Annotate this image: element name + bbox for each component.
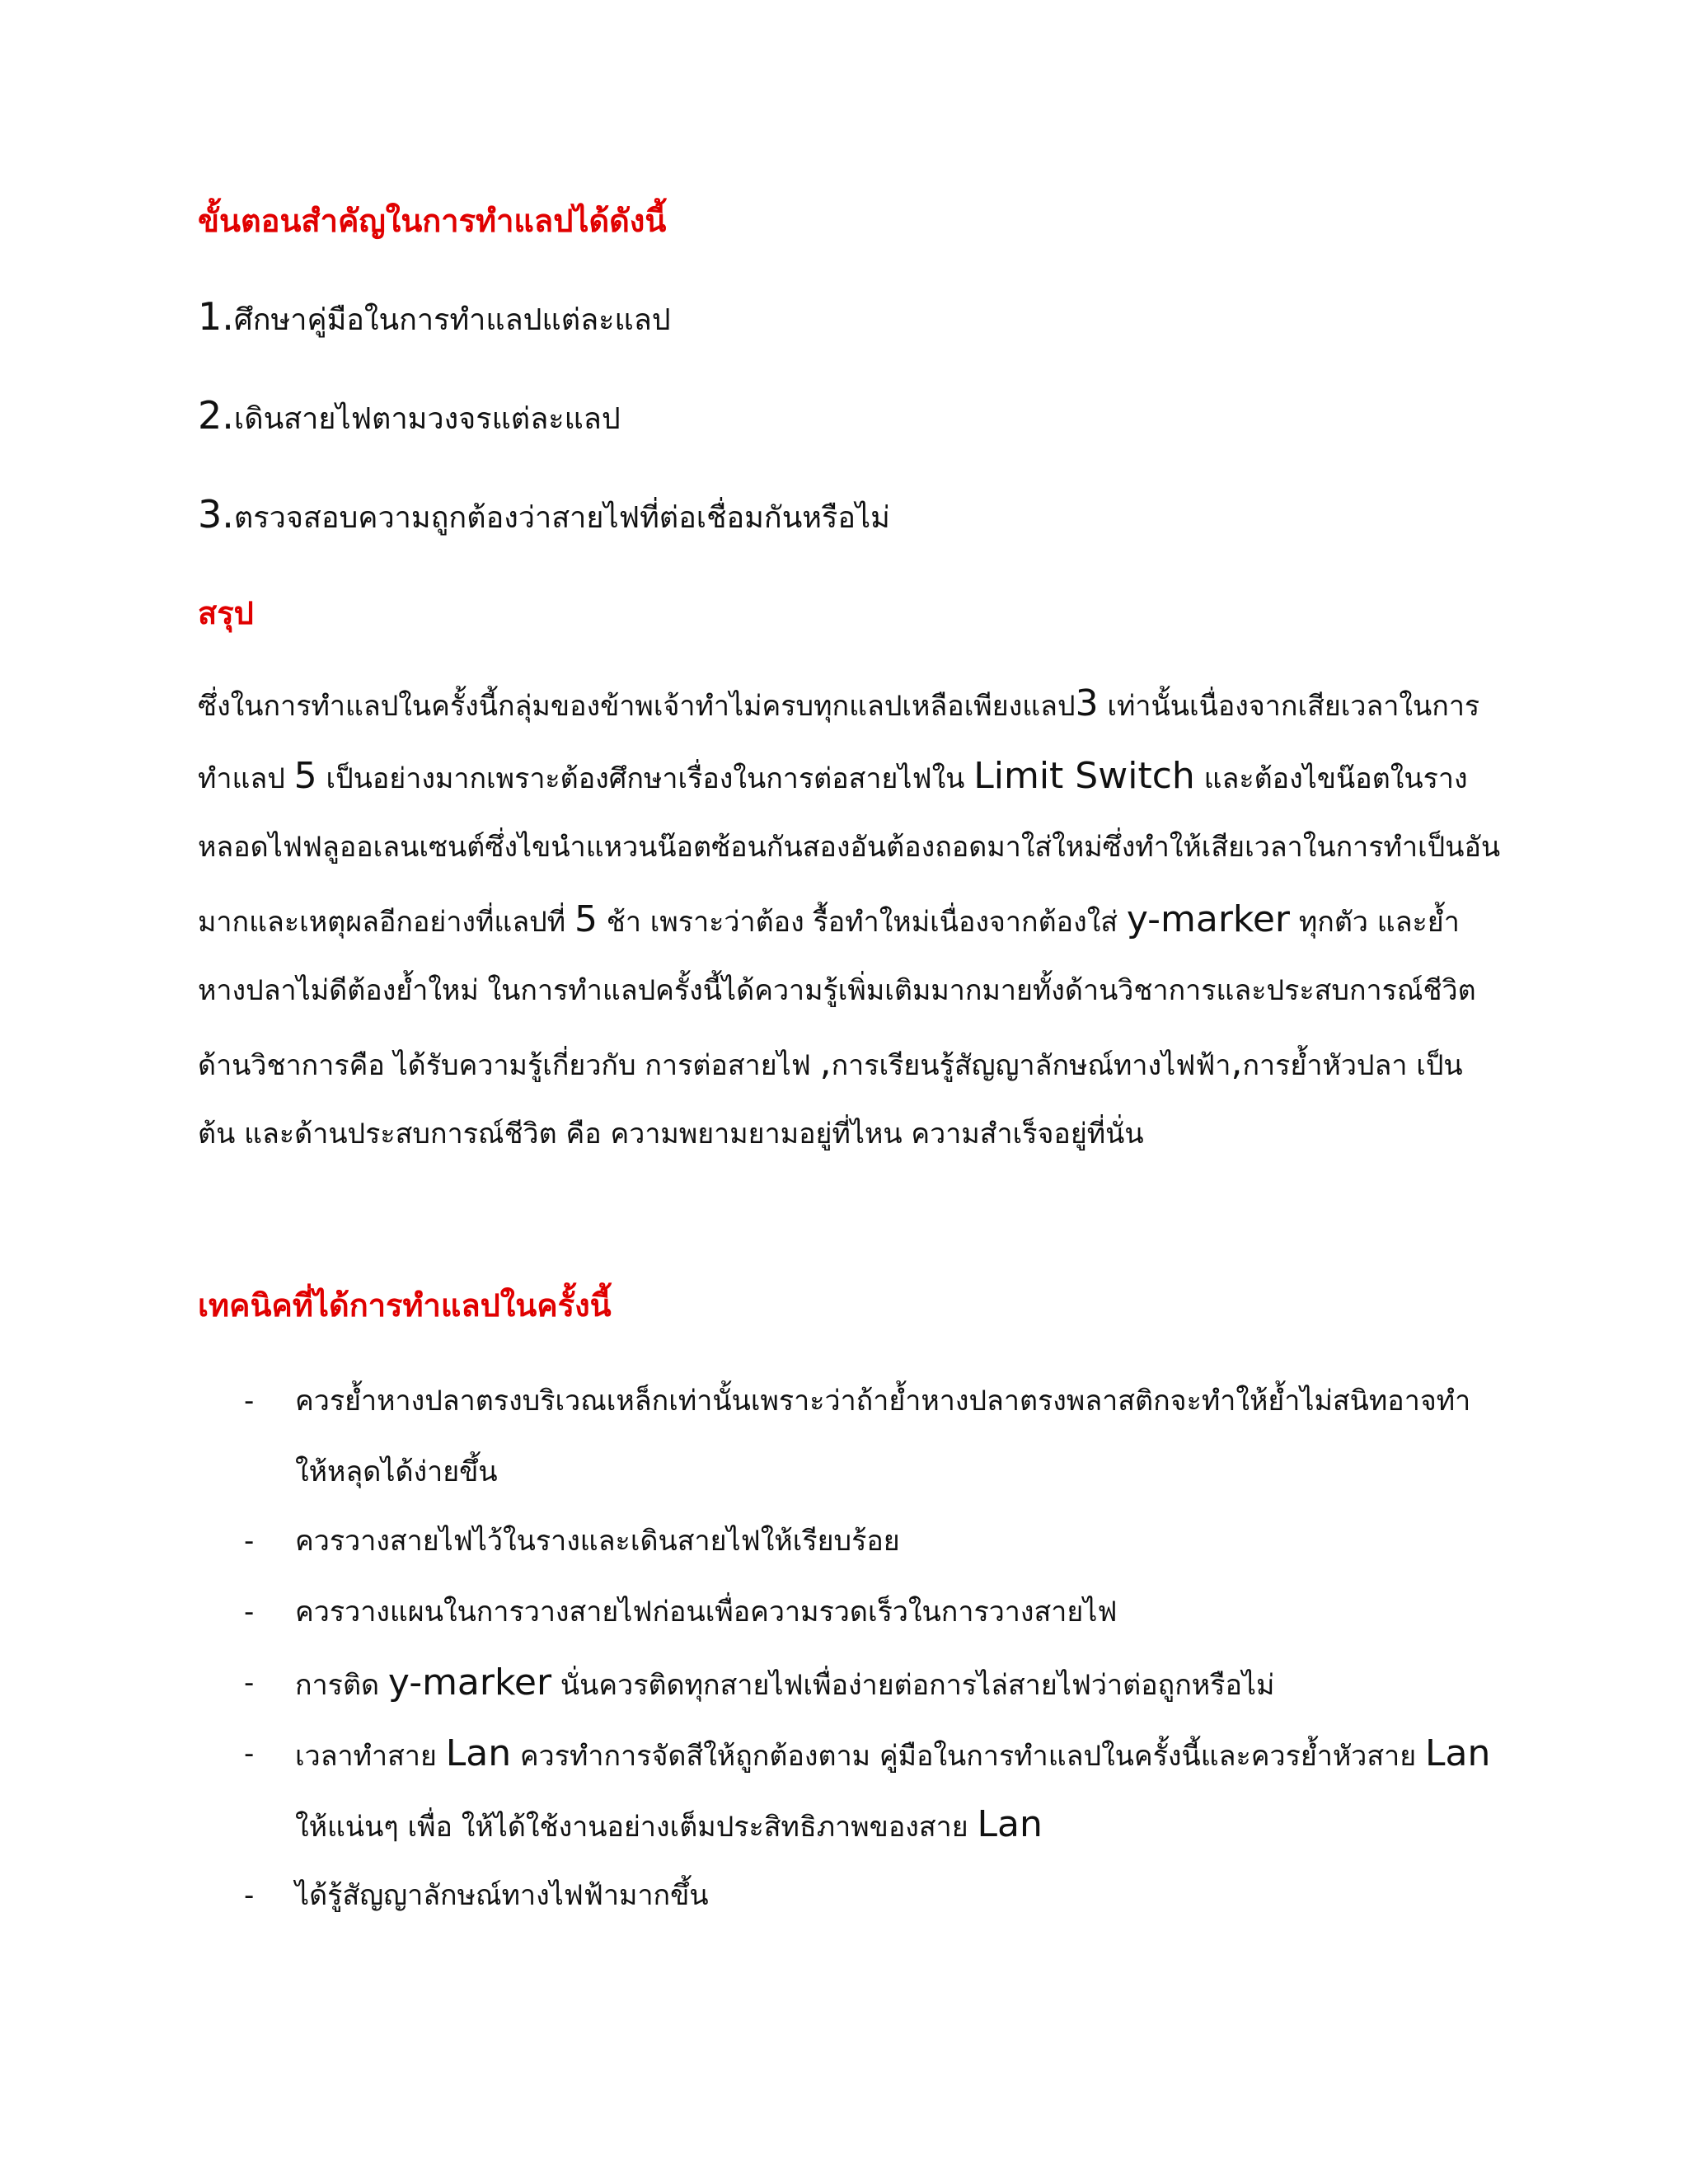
number-run: 3: [1075, 682, 1099, 724]
bullet-dash: -: [244, 1737, 255, 1770]
english-run: Lan: [1424, 1732, 1491, 1774]
number-run: 5: [574, 898, 598, 940]
text-run: เป็นอย่างมากเพราะต้องศึกษาเรื่องในการต่อสายไฟใน: [316, 762, 974, 795]
summary-line-3: หลอดไฟฟลูออเลนเซนต์ซึ่งไขนำแหวนน๊อตซ้อนกันสองอันต้องถอดมาใส่ใหม่ซึ่งทำให้เสียเวลาในการทำเป็นอัน: [198, 831, 1501, 864]
english-run: Lan: [445, 1732, 512, 1774]
summary-line-7: ต้น และด้านประสบการณ์ชีวิต คือ ความพยามยามอยู่ที่ไหน ความสำเร็จอยู่ที่นั่น: [198, 1118, 1144, 1151]
english-run: y-marker: [1126, 898, 1291, 940]
bullet-dash: -: [244, 1596, 255, 1629]
step-text: ตรวจสอบความถูกต้องว่าสายไฟที่ต่อเชื่อมกันหรือไม่: [233, 501, 890, 535]
english-run: y-marker: [387, 1661, 552, 1704]
bullet-text: [295, 1731, 1490, 1779]
english-run: Limit Switch: [973, 755, 1195, 797]
bullet-dash: -: [244, 1666, 255, 1699]
step-number: 1.: [198, 294, 234, 339]
bullet-text: ควรวางแผนในการวางสายไฟก่อนเพื่อความรวดเร็วในการวางสายไฟ: [295, 1596, 1118, 1629]
bullet-text-continued: ให้หลุดได้ง่ายขึ้น: [295, 1455, 498, 1488]
text-run: ทุกตัว และย้ำ: [1290, 906, 1460, 939]
step-number: 3.: [198, 492, 234, 537]
bullet-dash: -: [244, 1879, 255, 1912]
step-2: [198, 392, 621, 443]
text-run: เวลาทำสาย: [295, 1740, 446, 1773]
bullet-dash: -: [244, 1525, 255, 1558]
text-run: นั่นควรติดทุกสายไฟเพื่อง่ายต่อการไล่สายไฟว่าต่อถูกหรือไม่: [551, 1669, 1275, 1702]
step-number: 2.: [198, 393, 234, 438]
bullet-dash: -: [244, 1385, 255, 1418]
text-run: ควรทำการจัดสีให้ถูกต้องตาม คู่มือในการทำแลปในครั้งนี้และควรย้ำหัวสาย: [511, 1740, 1425, 1773]
bullet-text-continued: [295, 1802, 1043, 1850]
bullet-text: ควรย้ำหางปลาตรงบริเวณเหล็กเท่านั้นเพราะว่าถ้าย้ำหางปลาตรงพลาสติกจะทำให้ย้ำไม่สนิทอาจทำ: [295, 1385, 1471, 1418]
comma-run: ,: [819, 1042, 832, 1084]
text-run: มากและเหตุผลอีกอย่างที่แลปที่: [198, 906, 574, 939]
heading-steps: ขั้นตอนสำคัญในการทำแลปได้ดังนี้: [198, 203, 667, 239]
number-run: 5: [293, 755, 317, 797]
summary-line-4: [198, 897, 1460, 945]
bullet-text: [295, 1660, 1274, 1708]
summary-line-2: [198, 753, 1468, 802]
summary-line-1: [198, 681, 1479, 729]
text-run: ซึ่งในการทำแลปในครั้งนี้กลุ่มของข้าพเจ้าทำไม่ครบทุกแลปเหลือเพียงแลป: [198, 690, 1076, 723]
heading-summary: สรุป: [198, 595, 254, 631]
text-run: การเรียนรู้สัญญาลักษณ์ทางไฟฟ้า: [831, 1049, 1231, 1082]
bullet-text: ควรวางสายไฟไว้ในรางและเดินสายไฟให้เรียบร้อย: [295, 1525, 900, 1558]
text-run: ให้แน่นๆ เพื่อ ให้ได้ใช้งานอย่างเต็มประสิทธิภาพของสาย: [295, 1811, 978, 1844]
text-run: ด้านวิชาการคือ ได้รับความรู้เกี่ยวกับ การต่อสายไฟ: [198, 1049, 820, 1082]
comma-run: ,: [1231, 1042, 1243, 1084]
text-run: เท่านั้นเนื่องจากเสียเวลาในการ: [1098, 690, 1480, 723]
text-run: ช้า เพราะว่าต้อง รื้อทำใหม่เนื่องจากต้องใส่: [597, 906, 1127, 939]
text-run: การย้ำหัวปลา เป็น: [1242, 1049, 1463, 1082]
step-3: [198, 491, 890, 541]
text-run: และต้องไขน๊อตในราง: [1194, 762, 1468, 795]
summary-line-5: หางปลาไม่ดีต้องย้ำใหม่ ในการทำแลปครั้งนี้ได้ความรู้เพิ่มเติมมากมายทั้งด้านวิชาการและประสบการณ์ชีวิต: [198, 974, 1476, 1007]
text-run: การติด: [295, 1669, 388, 1702]
english-run: Lan: [977, 1803, 1043, 1845]
step-text: เดินสายไฟตามวงจรแต่ละแลป: [233, 402, 621, 436]
heading-techniques: เทคนิคที่ได้การทำแลปในครั้งนี้: [198, 1287, 612, 1324]
text-run: ทำแลป: [198, 762, 294, 795]
step-text: ศึกษาคู่มือในการทำแลปแต่ละแลป: [233, 303, 671, 337]
bullet-text: ได้รู้สัญญาลักษณ์ทางไฟฟ้ามากขึ้น: [295, 1879, 709, 1912]
step-1: [198, 293, 671, 344]
summary-line-6: [198, 1040, 1463, 1089]
